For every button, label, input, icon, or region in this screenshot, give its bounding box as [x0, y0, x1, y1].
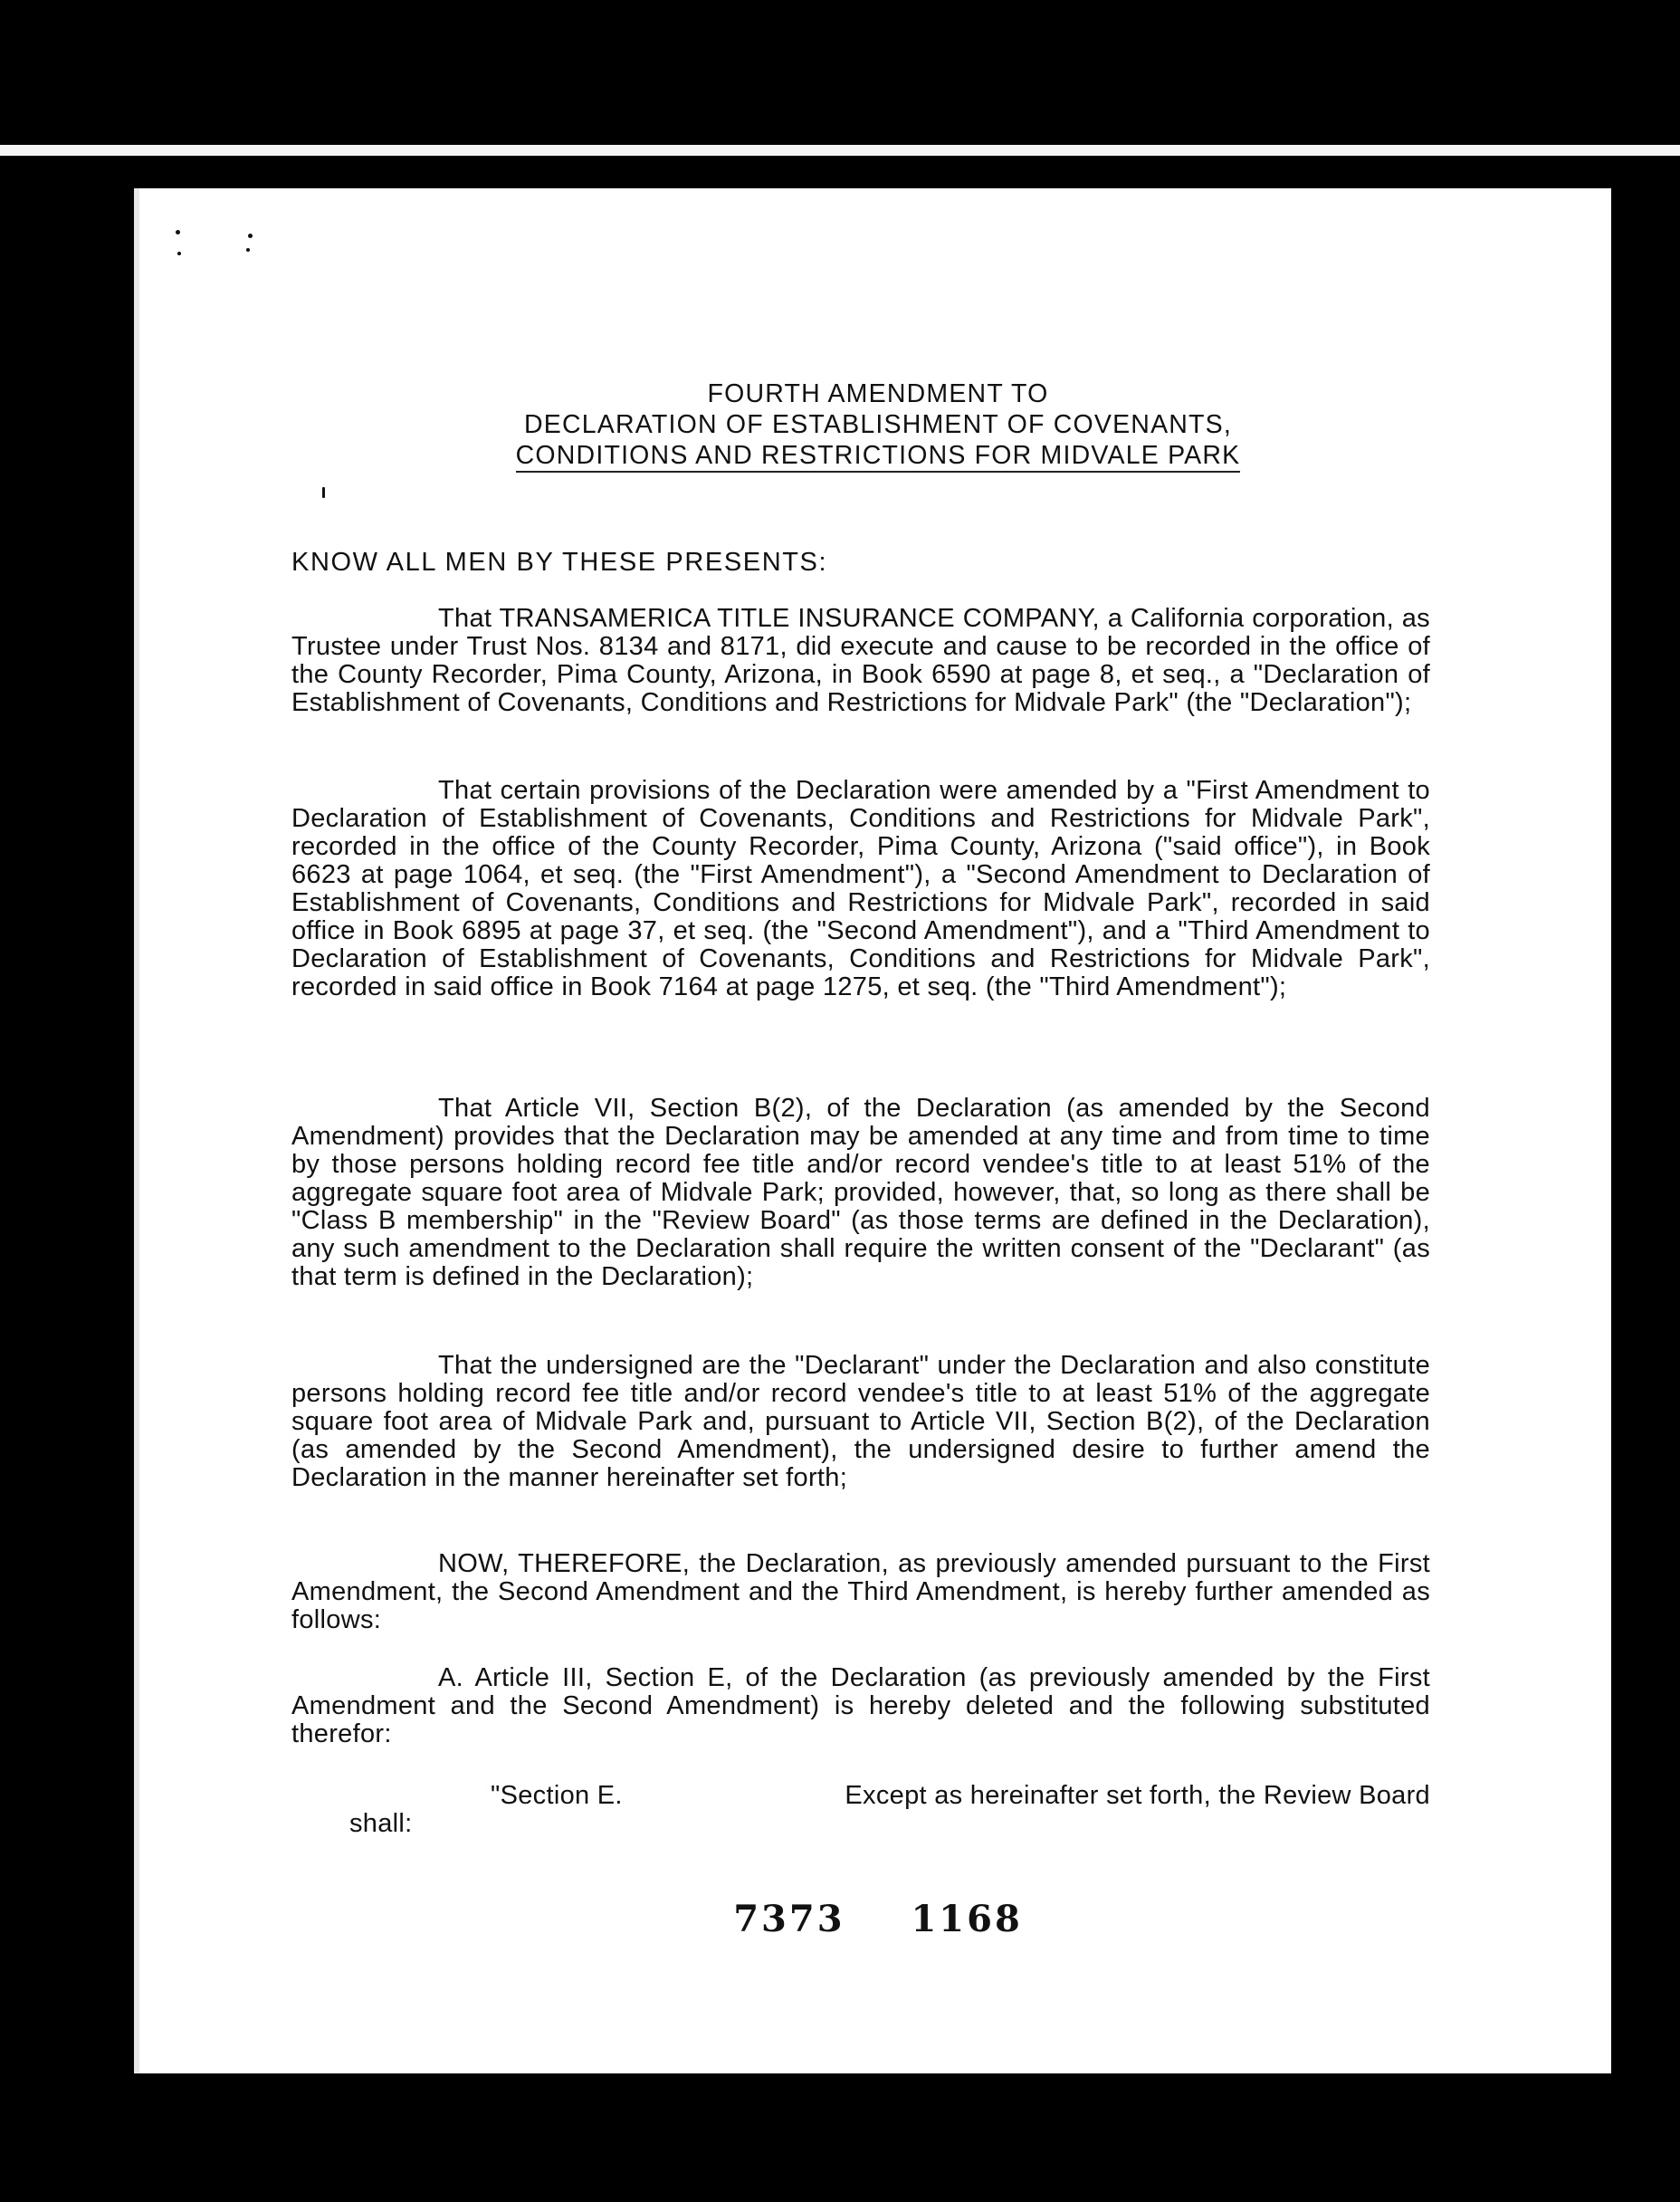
salutation: KNOW ALL MEN BY THESE PRESENTS:: [291, 548, 828, 577]
scan-edge-strip: [0, 145, 1680, 156]
title-line-2: DECLARATION OF ESTABLISHMENT OF COVENANTS,: [523, 410, 1232, 439]
book-number: 7373: [733, 1898, 845, 1940]
recording-numbers: [139, 1898, 1617, 1940]
paragraph-recital-3: [291, 1095, 1430, 1291]
scan-speck: [246, 248, 250, 252]
paragraph-text: That TRANSAMERICA TITLE INSURANCE COMPANY, a California corporation, as Trustee under Trust Nos. 8134 and 8171, did execute and cause to be recorded in the office of the County Recorder, Pima County, Arizona, in Book 6590 at page 8, et seq., a "Declaration of Establishment of Covenants, Conditions and Restrictions for Midvale Park" (the "Declaration");: [291, 604, 1430, 717]
section-e-lead: "Section E.: [491, 1781, 623, 1810]
scan-speck: [248, 234, 253, 238]
paragraph-text: That Article VII, Section B(2), of the Declaration (as amended by the Second Amendment) provides that the Declaration may be amended at any time and from time to time by those persons holding record fee title and/or record vendee's title to at least 51% of the aggregate square foot area of Midvale Park; provided, however, that, so long as there shall be "Class B membership" in the "Review Board" (as those terms are defined in the Declaration), any such amendment to the Declaration shall require the written consent of the "Declarant" (as that term is defined in the Declaration);: [291, 1094, 1430, 1291]
paragraph-recital-4: [291, 1352, 1430, 1492]
page-number: 1168: [911, 1898, 1023, 1940]
paragraph-text: A. Article III, Section E, of the Declaration (as previously amended by the First Amendment and the Second Amendment) is hereby deleted and the following substituted therefor:: [291, 1663, 1430, 1748]
title-line-3: [139, 440, 1617, 471]
paragraph-recital-1: [291, 605, 1430, 717]
paragraph-recital-2: [291, 777, 1430, 1001]
section-e-continuation: shall:: [349, 1809, 413, 1838]
document-title: [139, 378, 1617, 471]
paragraph-now-therefore: [291, 1550, 1430, 1634]
section-e-text: Except as hereinafter set forth, the Review Board: [845, 1781, 1430, 1810]
paragraph-text: That certain provisions of the Declaration were amended by a "First Amendment to Declaration of Establishment of Covenants, Conditions and Restrictions for Midvale Park", recorded in the office of the County Recorder, Pima County, Arizona ("said office"), in Book 6623 at page 1064, et seq. (the "First Amendment"), a "Second Amendment to Declaration of Establishment of Covenants, Conditions and Restrictions for Midvale Park", recorded in said office in Book 6895 at page 37, et seq. (the "Second Amendment"), and a "Third Amendment to Declaration of Establishment of Covenants, Conditions and Restrictions for Midvale Park", recorded in said office in Book 7164 at page 1275, et seq. (the "Third Amendment");: [291, 776, 1430, 1001]
section-e-heading: [491, 1782, 1430, 1810]
scan-speck: [177, 252, 181, 255]
document-page: [134, 188, 1611, 2073]
scan-border-top: [0, 0, 1680, 145]
title-line-1: FOURTH AMENDMENT TO: [707, 379, 1049, 408]
scan-speck: [176, 230, 180, 235]
paragraph-text: That the undersigned are the "Declarant" under the Declaration and also constitute persons holding record fee title and/or record vendee's title to at least 51% of the aggregate square foot area of Midvale Park and, pursuant to Article VII, Section B(2), of the Declaration (as amended by the Second Amendment), the undersigned desire to further amend the Declaration in the manner hereinafter set forth;: [291, 1351, 1430, 1492]
title-line-3-text: CONDITIONS AND RESTRICTIONS FOR MIDVALE PARK: [516, 441, 1241, 473]
paragraph-amendment-a: [291, 1664, 1430, 1748]
paragraph-text: NOW, THEREFORE, the Declaration, as previously amended pursuant to the First Amendment, the Second Amendment and the Third Amendment, is hereby further amended as follows:: [291, 1549, 1430, 1634]
scan-speck: [322, 487, 325, 498]
